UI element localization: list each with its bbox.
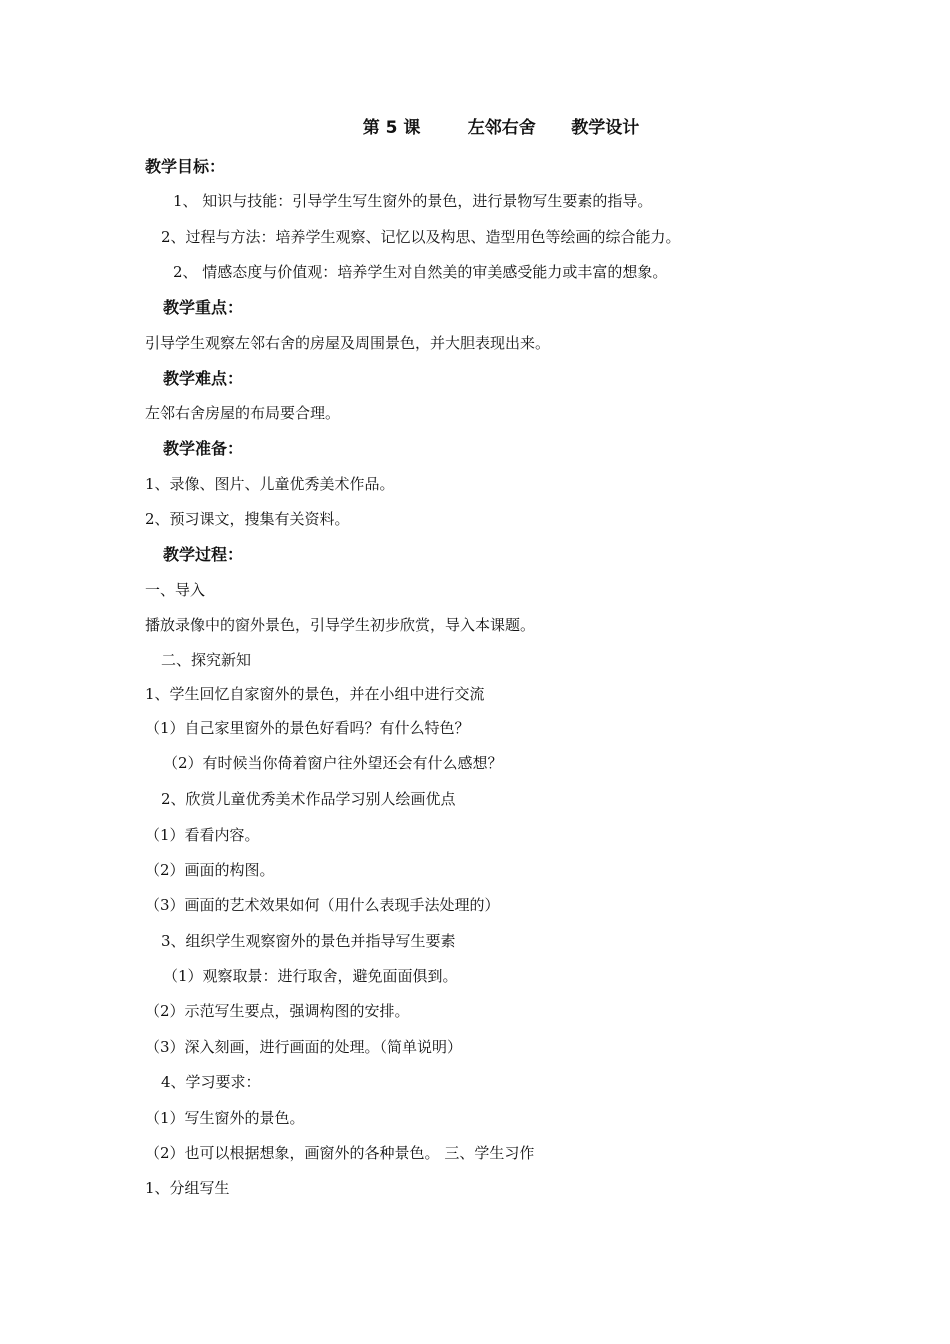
process-subitem: （1）自己家里窗外的景色好看吗？有什么特色？: [145, 719, 470, 737]
process-subitem: （1）看看内容。: [145, 826, 260, 844]
preparation-item-1: 1、录像、图片、儿童优秀美术作品。: [145, 475, 395, 493]
process-subitem: （1）观察取景：进行取舍，避免面面俱到。: [163, 967, 458, 985]
process-text: 播放录像中的窗外景色，引导学生初步欣赏，导入本课题。: [145, 616, 536, 634]
process-subitem: （2）示范写生要点，强调构图的安排。: [145, 1002, 410, 1020]
goal-item-3: 2、 情感态度与价值观：培养学生对自然美的审美感受能力或丰富的想象。: [173, 263, 668, 281]
key-points-text: 引导学生观察左邻右舍的房屋及周围景色，并大胆表现出来。: [145, 334, 551, 352]
heading-teaching-goals: 教学目标：: [145, 157, 226, 176]
process-item-1: 1、学生回忆自家窗外的景色，并在小组中进行交流: [145, 685, 485, 703]
process-subitem: （3）画面的艺术效果如何（用什么表现手法处理的）: [145, 896, 500, 914]
process-subitem: （1）写生窗外的景色。: [145, 1109, 305, 1127]
heading-preparation: 教学准备：: [163, 439, 244, 458]
process-subitem: （2）也可以根据想象，画窗外的各种景色。 三、学生习作: [145, 1144, 535, 1162]
process-section-1: 一、导入: [145, 581, 206, 599]
process-subitem: （2）有时候当你倚着窗户往外望还会有什么感想？: [163, 754, 503, 772]
preparation-item-2: 2、预习课文，搜集有关资料。: [145, 510, 350, 528]
process-subitem: （3）深入刻画，进行画面的处理。（简单说明）: [145, 1038, 463, 1056]
process-section-2: 二、探究新知: [161, 651, 252, 669]
goal-item-1: 1、 知识与技能：引导学生写生窗外的景色，进行景物写生要素的指导。: [173, 192, 653, 210]
process-item-4: 4、学习要求：: [161, 1073, 261, 1091]
heading-process: 教学过程：: [163, 545, 244, 564]
heading-difficulties: 教学难点：: [163, 369, 244, 388]
process-item-2: 2、欣赏儿童优秀美术作品学习别人绘画优点: [161, 790, 456, 808]
process-item-3: 3、组织学生观察窗外的景色并指导写生要素: [161, 932, 456, 950]
process-subitem: （2）画面的构图。: [145, 861, 275, 879]
goal-item-2: 2、过程与方法：培养学生观察、记忆以及构思、造型用色等绘画的综合能力。: [161, 228, 681, 246]
difficulties-text: 左邻右舍房屋的布局要合理。: [145, 404, 341, 422]
practice-item-1: 1、分组写生: [145, 1179, 230, 1197]
heading-key-points: 教学重点：: [163, 298, 244, 317]
document-title: 第 5 课 左邻右舍 教学设计: [362, 118, 640, 138]
